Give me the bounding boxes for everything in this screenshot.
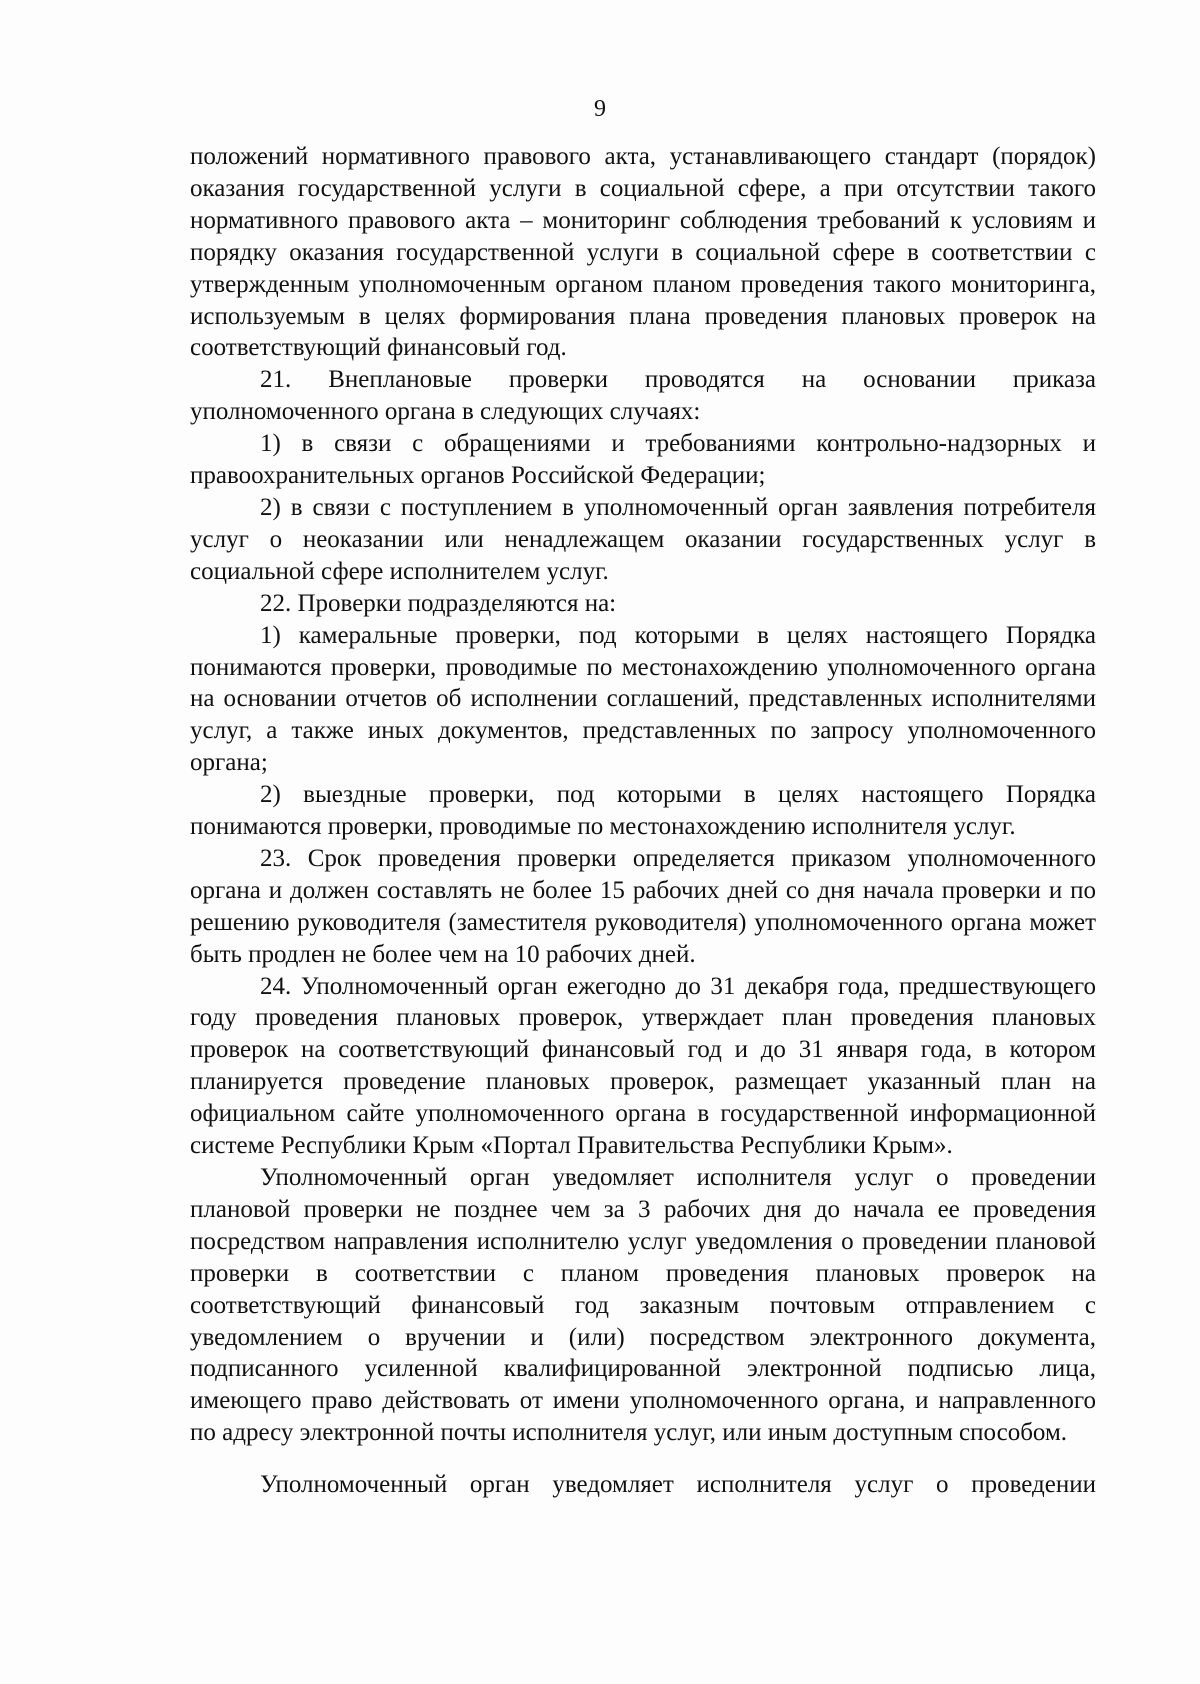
paragraph-item-24: 24. Уполномоченный орган ежегодно до 31 декабря года, предшествующего году проведения плановых проверок, утверждает план проведения плановых проверок на соответствующий финансовый год и до 31 января года, в котором планируется проведение плановых проверок, размещает указанный план на официальном сайте уполномоченного органа в государственной информационной системе Республики Крым «Портал Правительства Республики Крым». xyxy=(190,972,1096,1160)
paragraph-item-22-2: 2) выездные проверки, под которыми в целях настоящего Порядка понимаются проверки, проводимые по местонахождению исполнителя услуг. xyxy=(190,781,1096,841)
page-number: 9 xyxy=(594,96,606,122)
paragraph-notification-continued: Уполномоченный орган уведомляет исполнителя услуг о проведении xyxy=(260,1471,1096,1499)
paragraph-item-21: 21. Внеплановые проверки проводятся на основании приказа уполномоченного органа в следующих случаях: xyxy=(190,366,1096,426)
paragraph-item-23: 23. Срок проведения проверки определяется приказом уполномоченного органа и должен составлять не более 15 рабочих дней со дня начала проверки и по решению руководителя (заместителя руководителя) уполномоченного органа может быть продлен не более чем на 10 рабочих дней. xyxy=(190,844,1096,968)
paragraph-item-22: 22. Проверки подразделяются на: xyxy=(260,589,617,617)
paragraph-item-21-1: 1) в связи с обращениями и требованиями контрольно-надзорных и правоохранительных органов Российской Федерации; xyxy=(190,430,1096,490)
paragraph-item-21-2: 2) в связи с поступлением в уполномоченный орган заявления потребителя услуг о неоказании или ненадлежащем оказании государственных услуг в социальной сфере исполнителем услуг. xyxy=(190,493,1096,585)
paragraph-continuation: положений нормативного правового акта, устанавливающего стандарт (порядок) оказания государственной услуги в социальной сфере, а при отсутствии такого нормативного правового акта – мониторинг соблюдения требований к условиям и порядку оказания государственной услуги в социальной сфере в соответствии с утвержденным уполномоченным органом планом проведения такого мониторинга, используемым в целях формирования плана проведения плановых проверок на соответствующий финансовый год. xyxy=(190,143,1096,362)
document-body xyxy=(190,141,1096,1501)
paragraph-item-22-1: 1) камеральные проверки, под которыми в целях настоящего Порядка понимаются проверки, проводимые по местонахождению уполномоченного органа на основании отчетов об исполнении соглашений, представленных исполнителями услуг, а также иных документов, представленных по запросу уполномоченного органа; xyxy=(190,621,1096,777)
paragraph-notification: Уполномоченный орган уведомляет исполнителя услуг о проведении плановой проверки не позднее чем за 3 рабочих дня до начала ее проведения посредством направления исполнителю услуг уведомления о проведении плановой проверки в соответствии с планом проведения плановых проверок на соответствующий финансовый год заказным почтовым отправлением с уведомлением о вручении и (или) посредством электронного документа, подписанного усиленной квалифицированной электронной подписью лица, имеющего право действовать от имени уполномоченного органа, и направленного по адресу электронной почты исполнителя услуг, или иным доступным способом. xyxy=(190,1164,1096,1447)
